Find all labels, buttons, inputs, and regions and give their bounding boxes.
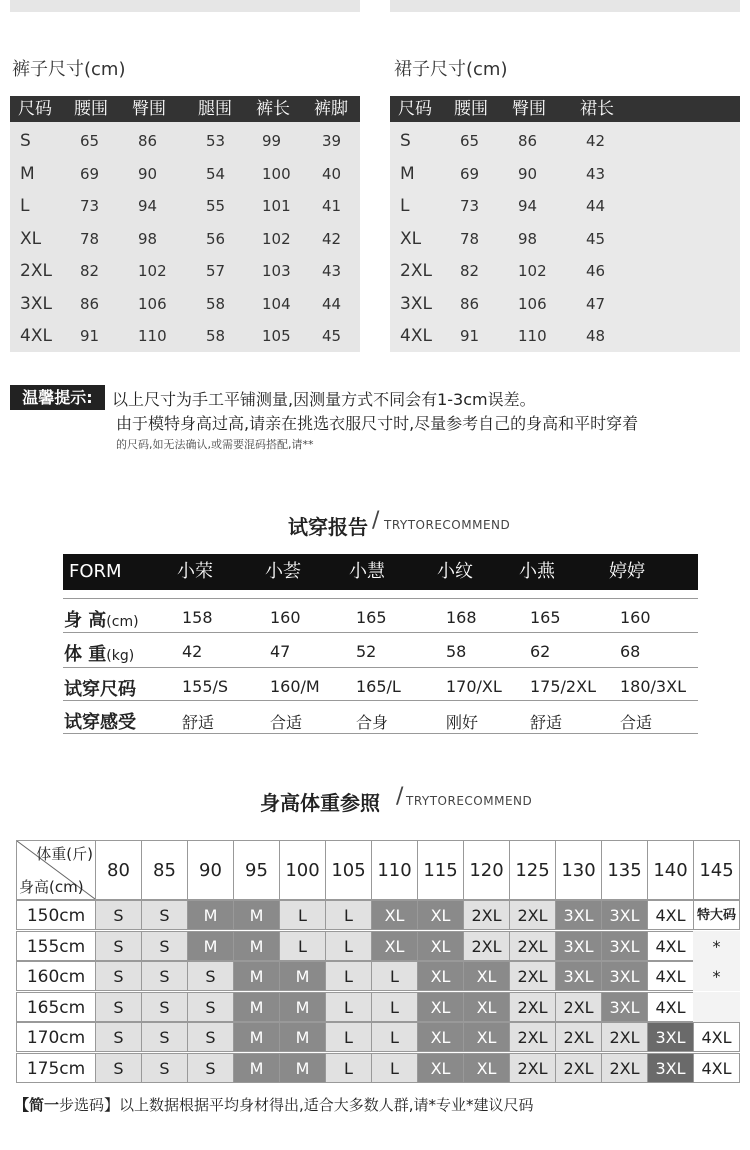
tryon-header-model2: 小荟 <box>265 561 301 582</box>
tryon-row-label-text: 体 重 <box>64 644 107 665</box>
skirt-value-cell: 86 <box>460 294 480 313</box>
hw-size-cell: 2XL <box>509 900 556 930</box>
hw-size-cell: M <box>233 961 280 991</box>
tryon-value-cell: 舒适 <box>182 713 215 732</box>
hw-size-cell: S <box>141 900 188 930</box>
hw-size-cell: 2XL <box>509 931 556 961</box>
hw-size-cell: M <box>233 1053 280 1083</box>
tryon-value-cell: 165 <box>530 608 561 627</box>
hw-size-cell: 2XL <box>555 992 602 1022</box>
hw-size-cell: 2XL <box>509 1022 556 1052</box>
pants-value-cell: 106 <box>138 294 167 313</box>
hw-size-cell: XL <box>371 900 418 930</box>
hw-size-cell: 3XL <box>555 961 602 991</box>
tryon-value-cell: 47 <box>270 642 291 661</box>
skirt-value-cell: 73 <box>460 197 480 215</box>
hw-size-cell: XL <box>417 1022 464 1052</box>
hw-height-label: 170cm <box>16 1022 96 1052</box>
pants-size-cell: 4XL <box>20 326 52 346</box>
hw-weight-header: 140 <box>647 840 694 900</box>
skirt-size-cell: L <box>400 196 410 216</box>
hw-size-cell: S <box>141 1053 188 1083</box>
hw-size-cell: L <box>325 992 372 1022</box>
pants-header-hip: 臀围 <box>132 99 166 119</box>
hw-size-cell: 2XL <box>601 1053 648 1083</box>
tip-text-line1: 以上尺寸为手工平铺测量,因测量方式不同会有1-3cm误差。 <box>112 390 536 409</box>
hw-weight-header: 110 <box>371 840 418 900</box>
hw-size-cell: M <box>187 931 234 961</box>
tryon-value-cell: 68 <box>620 642 641 661</box>
hw-size-cell: M <box>279 992 326 1022</box>
hw-size-cell: S <box>95 961 142 991</box>
skirt-value-cell: 91 <box>460 327 480 345</box>
pants-value-cell: 86 <box>138 132 158 150</box>
hw-size-cell: XL <box>463 992 510 1022</box>
hw-size-cell: 4XL <box>693 1053 740 1083</box>
tryon-header-model5: 小燕 <box>519 561 555 582</box>
pants-value-cell: 44 <box>322 294 342 313</box>
hw-size-cell: 4XL <box>647 992 694 1022</box>
skirt-size-cell: 2XL <box>400 261 432 281</box>
pants-value-cell: 102 <box>262 229 291 248</box>
pants-value-cell: 69 <box>80 164 100 183</box>
pants-value-cell: 100 <box>262 164 291 183</box>
tryon-row-unit: (cm) <box>106 614 139 630</box>
tryon-divider <box>63 667 698 668</box>
skirt-value-cell: 110 <box>518 327 547 345</box>
skirt-value-cell: 86 <box>518 132 538 150</box>
hw-size-cell <box>693 992 740 1022</box>
hw-size-cell: M <box>233 992 280 1022</box>
hw-size-cell: L <box>279 931 326 961</box>
tryon-value-cell: 合适 <box>620 713 653 732</box>
tryon-value-cell: 155/S <box>182 677 229 696</box>
hw-size-cell: S <box>141 1022 188 1052</box>
hw-size-cell: XL <box>371 931 418 961</box>
hw-corner-weight-label: 体重(斤) <box>36 845 93 863</box>
hw-slash: / <box>396 784 404 809</box>
pants-value-cell: 105 <box>262 327 291 345</box>
pants-value-cell: 57 <box>206 262 226 280</box>
skirt-size-cell: M <box>400 163 415 184</box>
hw-corner-height-label: 身高(cm) <box>19 878 84 896</box>
skirt-header-length: 裙长 <box>580 99 614 119</box>
hw-corner-cell <box>16 840 96 900</box>
skirt-value-cell: 45 <box>586 229 606 248</box>
pants-value-cell: 53 <box>206 132 226 150</box>
hw-size-cell: 3XL <box>601 900 648 930</box>
hw-height-label: 155cm <box>16 931 96 961</box>
skirt-size-table <box>390 96 740 352</box>
pants-value-cell: 40 <box>322 164 342 183</box>
pants-value-cell: 94 <box>138 197 158 215</box>
pants-value-cell: 110 <box>138 327 167 345</box>
skirt-value-cell: 69 <box>460 164 480 183</box>
pants-value-cell: 39 <box>322 132 342 150</box>
pants-header-length: 裤长 <box>256 99 290 119</box>
tryon-value-cell: 合适 <box>270 713 303 732</box>
hw-size-cell: L <box>371 961 418 991</box>
skirt-value-cell: 94 <box>518 197 538 215</box>
hw-size-cell: XL <box>417 931 464 961</box>
pants-size-title: 裤子尺寸(cm) <box>12 59 126 80</box>
hw-size-cell: XL <box>463 1053 510 1083</box>
footnote-bracket: 【简一 <box>14 1096 60 1114</box>
skirt-value-cell: 48 <box>586 327 606 345</box>
pants-header-hem: 裤脚 <box>314 99 348 119</box>
tip-text-line2: 由于模特身高过高,请亲在挑选衣服尺寸时,尽量参考自己的身高和平时穿着 <box>116 414 639 433</box>
tryon-value-cell: 舒适 <box>530 713 563 732</box>
hw-size-cell: 2XL <box>463 900 510 930</box>
hw-weight-header: 95 <box>233 840 280 900</box>
tryon-row-label <box>64 675 136 701</box>
height-weight-grid <box>16 840 736 1083</box>
hw-size-cell: 2XL <box>463 931 510 961</box>
hw-weight-header: 135 <box>601 840 648 900</box>
tryon-row-label-text: 身 高 <box>64 610 107 631</box>
pants-size-cell: S <box>20 131 31 151</box>
tryon-value-cell: 180/3XL <box>620 677 686 696</box>
hw-size-cell: XL <box>417 900 464 930</box>
skirt-table-header <box>390 96 740 122</box>
hw-size-cell: L <box>325 1022 372 1052</box>
skirt-header-hip: 臀围 <box>512 99 546 119</box>
hw-size-cell: M <box>233 1022 280 1052</box>
hw-size-cell: 3XL <box>647 1053 694 1083</box>
hw-weight-header: 105 <box>325 840 372 900</box>
footnote-text: 步选码】以上数据根据平均身材得出,适合大多数人群,请*专业*建议尺码 <box>59 1096 534 1114</box>
pants-value-cell: 54 <box>206 164 226 183</box>
pants-value-cell: 99 <box>262 132 282 150</box>
pants-value-cell: 98 <box>138 229 158 248</box>
hw-size-cell: 特大码 <box>693 900 740 930</box>
pants-value-cell: 58 <box>206 294 226 313</box>
pants-size-cell: L <box>20 196 30 216</box>
skirt-value-cell: 90 <box>518 164 538 183</box>
pants-value-cell: 73 <box>80 197 100 215</box>
hw-subtitle: TRYTORECOMMEND <box>406 794 533 808</box>
pants-value-cell: 86 <box>80 294 100 313</box>
hw-size-cell: L <box>325 931 372 961</box>
tryon-value-cell: 158 <box>182 608 213 627</box>
hw-weight-header: 145 <box>693 840 740 900</box>
hw-weight-header: 90 <box>187 840 234 900</box>
tryon-header-form: FORM <box>69 561 122 582</box>
tryon-header-model3: 小慧 <box>349 561 385 582</box>
pants-header-waist: 腰围 <box>74 99 108 119</box>
skirt-size-title: 裙子尺寸(cm) <box>394 59 508 80</box>
hw-size-cell: 2XL <box>555 1053 602 1083</box>
pants-value-cell: 82 <box>80 262 100 280</box>
tryon-value-cell: 165 <box>356 608 387 627</box>
tryon-value-cell: 52 <box>356 642 377 661</box>
hw-size-cell: M <box>187 900 234 930</box>
hw-size-cell: 3XL <box>601 931 648 961</box>
tryon-divider <box>63 733 698 734</box>
pants-header-size: 尺码 <box>18 99 52 119</box>
hw-size-cell: L <box>371 1053 418 1083</box>
pants-size-cell: 2XL <box>20 261 52 281</box>
tryon-row-unit: (kg) <box>106 648 135 664</box>
skirt-value-cell: 44 <box>586 197 606 215</box>
hw-size-cell: 2XL <box>509 1053 556 1083</box>
skirt-value-cell: 47 <box>586 294 606 313</box>
pants-value-cell: 56 <box>206 229 226 248</box>
skirt-header-waist: 腰围 <box>454 99 488 119</box>
hw-height-label: 160cm <box>16 961 96 991</box>
hw-weight-header: 100 <box>279 840 326 900</box>
hw-weight-header: 80 <box>95 840 142 900</box>
hw-size-cell: S <box>141 961 188 991</box>
hw-size-cell: 2XL <box>509 961 556 991</box>
tryon-value-cell: 58 <box>446 642 467 661</box>
hw-size-cell: 2XL <box>509 992 556 1022</box>
hw-size-cell: L <box>325 1053 372 1083</box>
hw-size-cell: L <box>325 961 372 991</box>
hw-size-cell: L <box>279 900 326 930</box>
tryon-header-model1: 小荣 <box>177 561 213 582</box>
hw-size-cell: S <box>95 1053 142 1083</box>
hw-weight-header: 130 <box>555 840 602 900</box>
skirt-value-cell: 42 <box>586 132 606 150</box>
footnote <box>14 1094 534 1115</box>
pants-value-cell: 91 <box>80 327 100 345</box>
skirt-size-cell: 4XL <box>400 326 432 346</box>
tip-text-line3: 的尺码,如无法确认,或需要混码搭配,请** <box>116 438 314 451</box>
pants-value-cell: 78 <box>80 229 100 248</box>
skirt-size-cell: S <box>400 131 411 151</box>
tryon-row-label <box>64 606 139 632</box>
pants-value-cell: 45 <box>322 327 342 345</box>
tryon-value-cell: 160/M <box>270 677 320 696</box>
tryon-value-cell: 168 <box>446 608 477 627</box>
pants-value-cell: 104 <box>262 294 291 313</box>
pants-value-cell: 90 <box>138 164 158 183</box>
skirt-value-cell: 102 <box>518 262 547 280</box>
hw-size-cell: S <box>95 1022 142 1052</box>
tryon-row-label <box>64 640 134 666</box>
hw-title: 身高体重参照 <box>260 791 380 815</box>
hw-weight-header: 115 <box>417 840 464 900</box>
pants-size-cell: M <box>20 163 35 184</box>
hw-weight-header: 120 <box>463 840 510 900</box>
tryon-value-cell: 42 <box>182 642 203 661</box>
hw-size-cell: XL <box>417 961 464 991</box>
skirt-value-cell: 106 <box>518 294 547 313</box>
pants-value-cell: 65 <box>80 132 100 150</box>
tryon-divider <box>63 598 698 599</box>
skirt-value-cell: 82 <box>460 262 480 280</box>
pants-value-cell: 43 <box>322 262 342 280</box>
hw-size-cell: 3XL <box>601 961 648 991</box>
tryon-row-label-text: 试穿尺码 <box>64 679 136 700</box>
tryon-value-cell: 160 <box>270 608 301 627</box>
tryon-divider <box>63 632 698 633</box>
skirt-value-cell: 65 <box>460 132 480 150</box>
tryon-value-cell: 合身 <box>356 713 389 732</box>
tryon-table-header <box>63 554 698 590</box>
tryon-row-label <box>64 708 136 734</box>
hw-height-label: 175cm <box>16 1053 96 1083</box>
hw-size-cell: L <box>371 1022 418 1052</box>
pants-size-cell: 3XL <box>20 293 52 314</box>
tryon-value-cell: 170/XL <box>446 677 502 696</box>
previous-table-remnant-left <box>10 0 360 12</box>
tryon-slash: / <box>372 508 380 533</box>
hw-size-cell: 3XL <box>555 900 602 930</box>
hw-weight-header: 85 <box>141 840 188 900</box>
tryon-value-cell: 刚好 <box>446 713 479 732</box>
skirt-size-cell: XL <box>400 228 422 249</box>
hw-size-cell: XL <box>463 961 510 991</box>
skirt-value-cell: 46 <box>586 262 606 280</box>
hw-size-cell: 4XL <box>647 931 694 961</box>
hw-size-cell: S <box>141 992 188 1022</box>
skirt-value-cell: 78 <box>460 229 480 248</box>
tryon-value-cell: 175/2XL <box>530 677 596 696</box>
hw-size-cell: 3XL <box>601 992 648 1022</box>
hw-size-cell: S <box>95 931 142 961</box>
hw-size-cell: 3XL <box>647 1022 694 1052</box>
hw-size-cell: 4XL <box>647 900 694 930</box>
hw-size-cell: 4XL <box>647 961 694 991</box>
tryon-title: 试穿报告 <box>288 515 368 539</box>
tryon-value-cell: 160 <box>620 608 651 627</box>
skirt-size-cell: 3XL <box>400 293 432 314</box>
tryon-header-model6: 婷婷 <box>609 561 645 582</box>
pants-value-cell: 58 <box>206 327 226 345</box>
hw-size-cell: S <box>187 1022 234 1052</box>
skirt-value-cell: 98 <box>518 229 538 248</box>
hw-height-label: 150cm <box>16 900 96 930</box>
hw-size-cell: * <box>693 931 740 961</box>
hw-height-label: 165cm <box>16 992 96 1022</box>
tryon-header-model4: 小纹 <box>437 561 473 582</box>
tryon-row-label-text: 试穿感受 <box>64 712 136 733</box>
hw-size-cell: M <box>233 900 280 930</box>
hw-size-cell: M <box>279 1022 326 1052</box>
pants-value-cell: 103 <box>262 262 291 280</box>
tryon-subtitle: TRYTORECOMMEND <box>384 518 511 532</box>
pants-table-header <box>10 96 360 122</box>
pants-value-cell: 101 <box>262 197 291 215</box>
tryon-value-cell: 62 <box>530 642 551 661</box>
hw-size-cell: M <box>279 1053 326 1083</box>
pants-value-cell: 55 <box>206 197 226 215</box>
hw-size-cell: S <box>95 992 142 1022</box>
hw-size-cell: XL <box>417 992 464 1022</box>
pants-size-cell: XL <box>20 228 42 249</box>
tryon-divider <box>63 700 698 701</box>
pants-value-cell: 42 <box>322 229 342 248</box>
hw-size-cell: XL <box>463 1022 510 1052</box>
hw-size-cell: S <box>187 992 234 1022</box>
hw-size-cell: M <box>233 931 280 961</box>
hw-size-cell: S <box>95 900 142 930</box>
hw-size-cell: M <box>279 961 326 991</box>
pants-size-table <box>10 96 360 352</box>
hw-weight-header: 125 <box>509 840 556 900</box>
hw-size-cell: L <box>325 900 372 930</box>
skirt-header-size: 尺码 <box>398 99 432 119</box>
hw-size-cell: XL <box>417 1053 464 1083</box>
skirt-value-cell: 43 <box>586 164 606 183</box>
hw-size-cell: * <box>693 961 740 991</box>
hw-size-cell: 2XL <box>555 1022 602 1052</box>
hw-size-cell: 3XL <box>555 931 602 961</box>
tryon-value-cell: 165/L <box>356 677 401 696</box>
hw-size-cell: L <box>371 992 418 1022</box>
pants-header-thigh: 腿围 <box>198 99 232 119</box>
previous-table-remnant-right <box>390 0 740 12</box>
hw-size-cell: S <box>187 961 234 991</box>
tip-label: 温馨提示: <box>10 385 105 410</box>
hw-size-cell: 4XL <box>693 1022 740 1052</box>
pants-value-cell: 41 <box>322 197 342 215</box>
hw-size-cell: S <box>141 931 188 961</box>
hw-size-cell: 2XL <box>601 1022 648 1052</box>
hw-size-cell: S <box>187 1053 234 1083</box>
pants-value-cell: 102 <box>138 262 167 280</box>
